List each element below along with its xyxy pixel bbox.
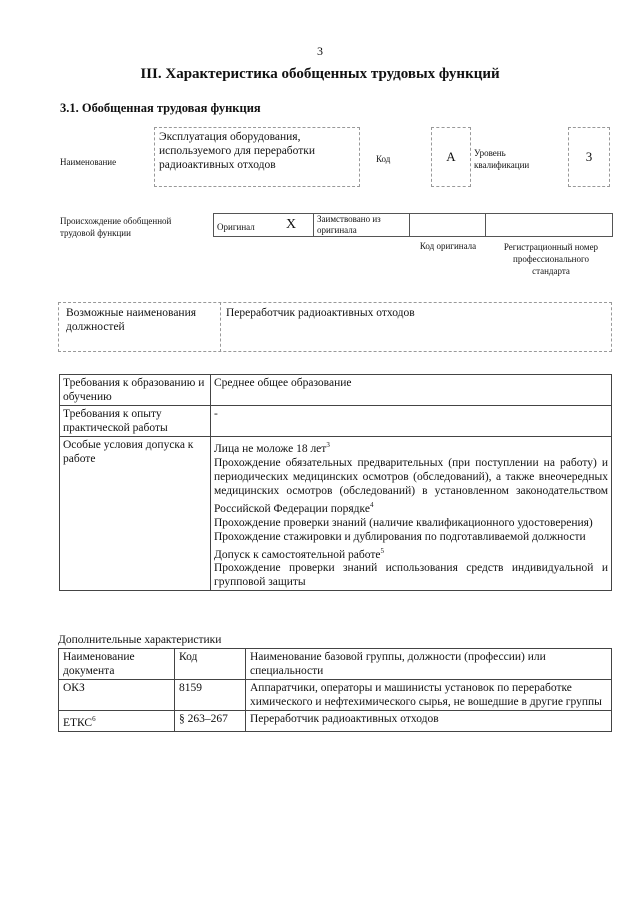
origin-box bbox=[213, 213, 613, 237]
table-row bbox=[59, 680, 612, 711]
row-code: § 263–267 bbox=[175, 711, 246, 732]
requirements-row-conditions bbox=[60, 437, 612, 591]
header-name: Наименование базовой группы, должности (профессии) или специальности bbox=[246, 649, 612, 680]
additional-table bbox=[58, 648, 612, 732]
conditions-list bbox=[211, 437, 612, 591]
table-row bbox=[59, 711, 612, 732]
positions-value: Переработчик радиоактивных отходов bbox=[226, 307, 415, 319]
education-label: Требования к образованию и обучению bbox=[60, 375, 211, 406]
positions-label: Возможные наименования должностей bbox=[66, 307, 197, 333]
gtf-name-value: Эксплуатация оборудования, используемого для переработки радиоактивных отходов bbox=[154, 127, 360, 187]
additional-header-row bbox=[59, 649, 612, 680]
requirements-row-education bbox=[60, 375, 612, 406]
code-original-caption: Код оригинала bbox=[419, 241, 477, 251]
gtf-code-label: Код bbox=[376, 154, 391, 164]
condition-item: Прохождение проверки знаний (наличие квалификационного удостоверения) bbox=[214, 516, 593, 529]
gtf-level-label: Уровень квалификации bbox=[474, 148, 530, 170]
header-doc: Наименование документа bbox=[59, 649, 175, 680]
origin-borrowed-label: Заимствовано из оригинала bbox=[317, 214, 381, 235]
gtf-level-value: 3 bbox=[568, 127, 610, 187]
origin-original-mark: X bbox=[286, 217, 297, 232]
condition-item: Лица не моложе 18 лет$^3$ bbox=[214, 441, 330, 455]
reg-number-caption: Регистрационный номер профессионального стандарта bbox=[503, 242, 599, 276]
row-name: Переработчик радиоактивных отходов bbox=[246, 711, 612, 732]
experience-value: - bbox=[211, 406, 612, 437]
condition-item: Прохождение обязательных предварительных (при поступлении на работу) и периодических медицинских осмотров (обследований), а также внеочередных медицинских осмотров (обследований) в установленном законодательством Российской Федерации порядке$^4$ bbox=[214, 456, 608, 515]
origin-divider-2 bbox=[409, 213, 410, 237]
row-doc: ОКЗ bbox=[59, 680, 175, 711]
condition-item: Прохождение проверки знаний использования средств индивидуальной и групповой защиты bbox=[214, 562, 608, 589]
requirements-row-experience bbox=[60, 406, 612, 437]
origin-label: Происхождение обобщенной трудовой функции bbox=[60, 216, 172, 238]
experience-label: Требования к опыту практической работы bbox=[60, 406, 211, 437]
row-doc: ЕТКС$^6$ bbox=[59, 711, 175, 732]
requirements-table bbox=[59, 374, 612, 591]
row-code: 8159 bbox=[175, 680, 246, 711]
gtf-name-label: Наименование bbox=[60, 157, 117, 167]
condition-item: Прохождение стажировки и дублирования по подготавливаемой должности bbox=[214, 530, 586, 543]
gtf-code-value: А bbox=[431, 127, 471, 187]
conditions-label: Особые условия допуска к работе bbox=[60, 437, 211, 591]
education-value: Среднее общее образование bbox=[211, 375, 612, 406]
row-name: Аппаратчики, операторы и машинисты установок по переработке химического и нефтехимического сырья, не вошедшие в другие группы bbox=[246, 680, 612, 711]
section-title: III. Характеристика обобщенных трудовых функций bbox=[140, 66, 500, 82]
header-code: Код bbox=[175, 649, 246, 680]
origin-original-label: Оригинал bbox=[217, 222, 255, 232]
page-number: 3 bbox=[317, 44, 323, 58]
condition-item: Допуск к самостоятельной работе$^5$ bbox=[214, 546, 384, 561]
additional-title: Дополнительные характеристики bbox=[58, 634, 222, 646]
positions-divider bbox=[220, 302, 222, 352]
origin-divider-1 bbox=[313, 213, 314, 237]
subsection-title: 3.1. Обобщенная трудовая функция bbox=[60, 101, 261, 115]
origin-divider-3 bbox=[485, 213, 486, 237]
